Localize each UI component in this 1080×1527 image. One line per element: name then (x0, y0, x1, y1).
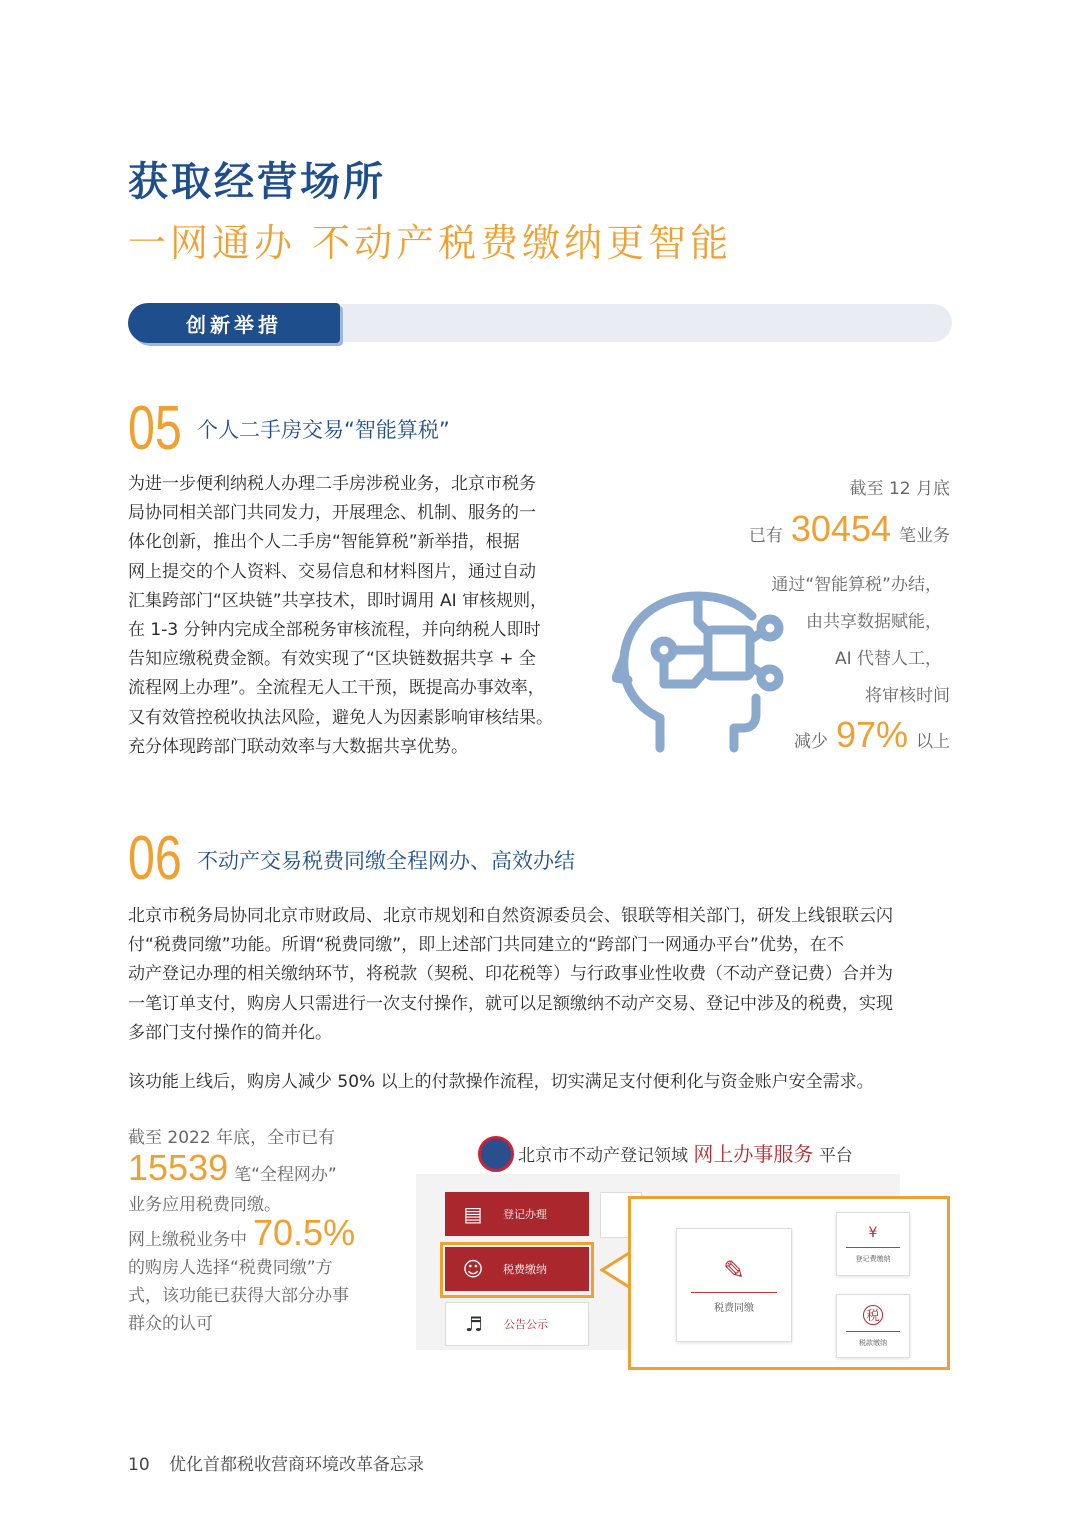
popup-card-registration-fee[interactable]: ¥ 登记费缴纳 (836, 1212, 910, 1276)
menu-tax-payment-button[interactable]: ☺ 税费缴纳 (445, 1247, 589, 1291)
item-06-stats: 截至 2022 年底，全市已有 15539 笔“全程网办” 业务应用税费同缴。 网上缴税业务中 70.5% 的购房人选择“税费同缴”方 式，该功能已获得大部分办事 群众的认可 (128, 1124, 388, 1338)
item-06-paragraph-2: 该功能上线后，购房人减少 50% 以上的付款操作流程，切实满足支付便利化与资金账户安全需求。 (128, 1072, 874, 1092)
popup-card-tax[interactable]: 税 税款缴纳 (836, 1294, 910, 1358)
page-number: 10 (128, 1455, 150, 1475)
item-06-paragraph: 北京市税务局协同北京市财政局、北京市规划和自然资源委员会、银联等相关部门，研发上线银联云闪 付“税费同缴”功能。所谓“税费同缴”，即上述部门共同建立的“跨部门一网通办平台”优势，在不 动产登记办理的相关缴纳环节，将税款（契税、印花税等）与行政事业性收费（不动产登记费）合并为 一笔订单支付，购房人只需进行一次支付操作，就可以足额缴纳不动产交易、登记中涉及的税费，实现 多部门支付操作的简并化。 (128, 906, 893, 1043)
user-icon: ☺ (462, 1257, 484, 1281)
item-number-05: 05 (128, 394, 182, 463)
stat-desc-2: 由共享数据赋能， (806, 612, 942, 632)
platform-title: 北京市不动产登记领域 网上办事服务 平台 (518, 1142, 853, 1166)
stat-06-line1: 截至 2022 年底，全市已有 (128, 1128, 336, 1148)
page-subtitle: 一网通办 不动产税费缴纳更智能 (128, 221, 733, 265)
menu-announcement-button[interactable]: ♬ 公告公示 (445, 1302, 589, 1346)
page-footer (128, 1450, 424, 1475)
section-label: 创新举措 (128, 303, 340, 343)
stat-business-count: 已有 30454 笔业务 (748, 508, 950, 549)
emblem-icon (478, 1136, 514, 1172)
stat-06-line3: 业务应用税费同缴。 (128, 1195, 281, 1215)
page-title: 获取经营场所 (128, 159, 386, 205)
stat-count-value: 30454 (790, 508, 891, 549)
stat-desc-4: 将审核时间 (865, 686, 950, 706)
ai-head-icon (612, 588, 802, 758)
receipt-icon: ✎ (723, 1256, 745, 1286)
item-title-05: 个人二手房交易“智能算税” (197, 418, 450, 442)
stat-as-of: 截至 12 月底 (849, 479, 950, 499)
item-title-06: 不动产交易税费同缴全程网办、高效办结 (197, 849, 575, 873)
stat-reduce: 减少 97% 以上 (793, 714, 950, 755)
document-icon: ▤ (463, 1202, 483, 1226)
popup-card-tax-fee[interactable]: ✎ 税费同缴 (676, 1228, 792, 1342)
stat-reduce-value: 97% (835, 714, 908, 755)
tax-seal-icon: 税 (863, 1305, 883, 1325)
stat-desc-3: AI 代替人工， (834, 649, 942, 669)
item-05-paragraph: 为进一步便利纳税人办理二手房涉税业务，北京市税务 局协同相关部门共同发力，开展理念、机制、服务的一 体化创新，推出个人二手房“智能算税”新举措，根据 网上提交的个人资料、交易信息和材料图片，通过自动 汇集跨部门“区块链”共享技术，即时调用 AI 审核规则， 在 1-3 分钟内完成全部税务审核流程，并向纳税人即时 告知应缴税费金额。有效实现了“区块链数据共享 + 全 流程网上办理”。全流程无人工干预，既提高办事效率， 又有效管控税收执法风险，避免人为因素影响审核结果。 充分体现跨部门联动效率与大数据共享优势。 (128, 474, 553, 757)
yuan-icon: ¥ (868, 1224, 878, 1241)
stat-06-percent: 70.5% (253, 1212, 356, 1253)
item-number-06: 06 (128, 824, 182, 893)
stat-desc-1: 通过“智能算税”办结， (771, 575, 942, 595)
menu-register-button[interactable]: ▤ 登记办理 (445, 1192, 589, 1236)
stat-06-count: 15539 (128, 1147, 229, 1188)
speaker-icon: ♬ (465, 1312, 483, 1336)
footer-text: 优化首都税收营商环境改革备忘录 (169, 1455, 425, 1475)
